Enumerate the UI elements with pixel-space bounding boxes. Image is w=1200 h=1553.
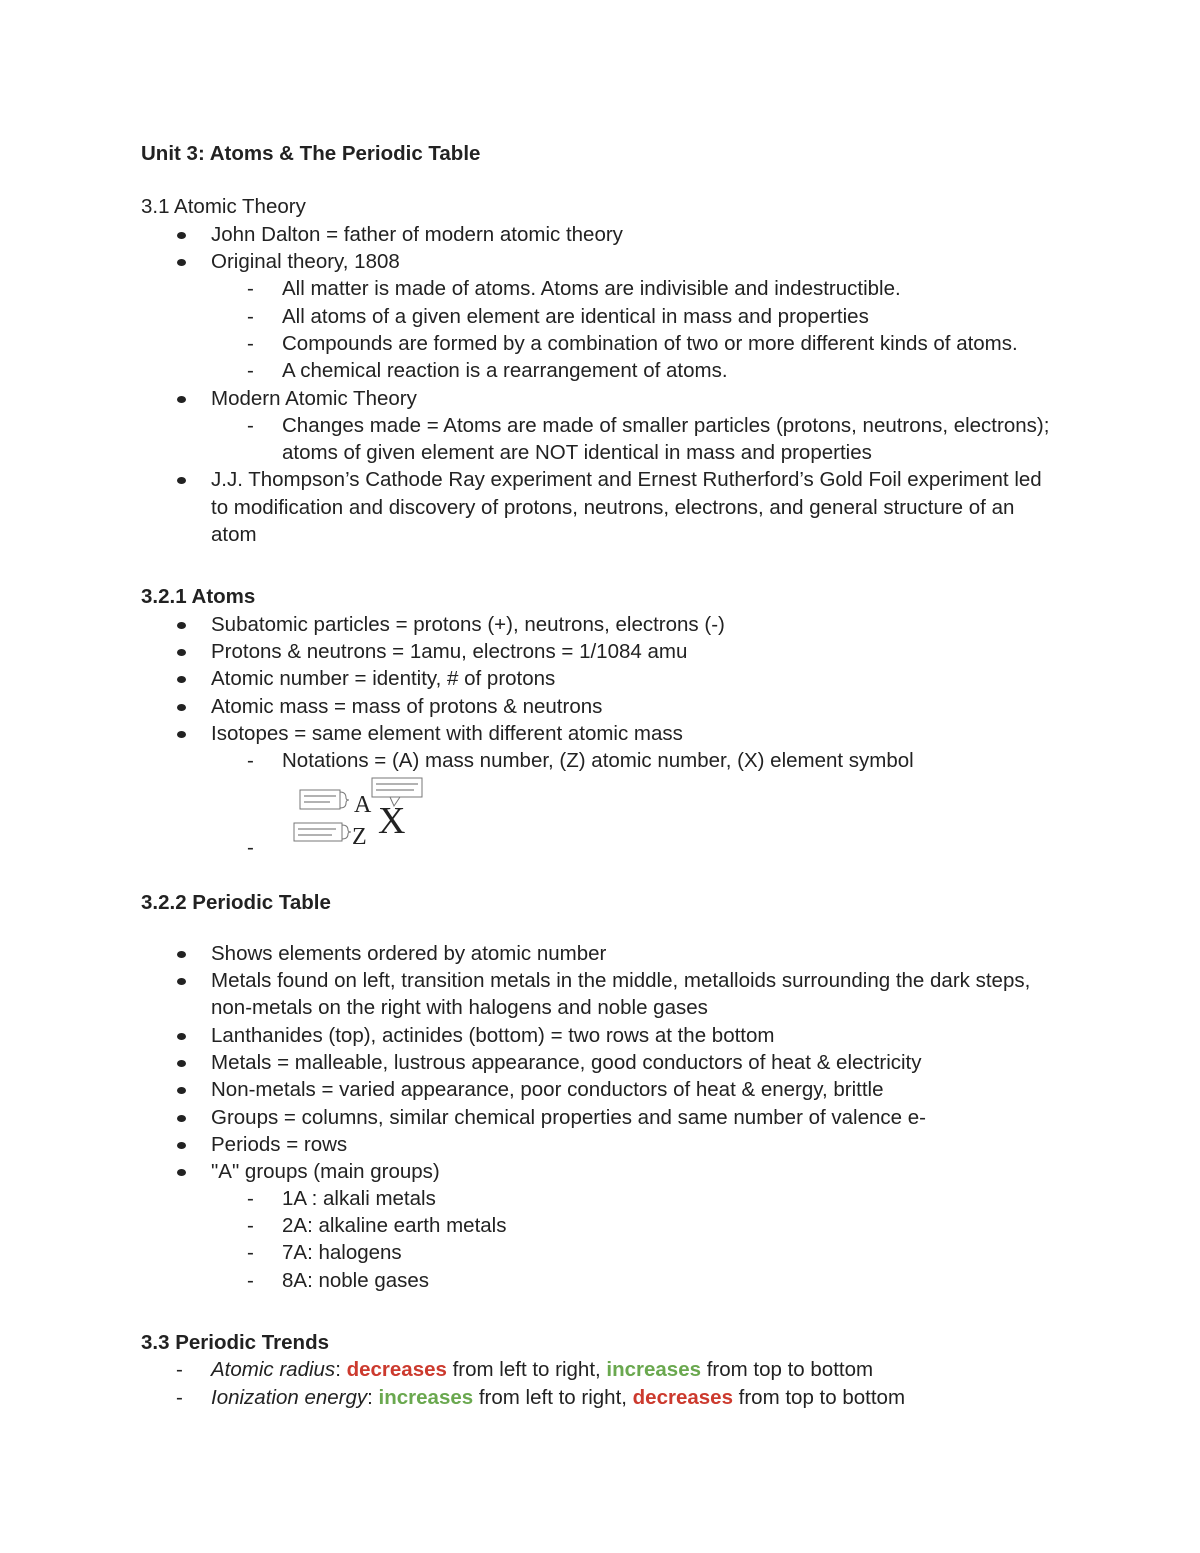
sub-list-item: All matter is made of atoms. Atoms are indivisible and indestructible. [282, 277, 901, 300]
list-item: Modern Atomic Theory [211, 387, 417, 410]
bullet [177, 951, 186, 958]
list-item: Shows elements ordered by atomic number [211, 942, 607, 965]
bullet [177, 1169, 186, 1176]
bullet [177, 676, 186, 683]
bullet [177, 232, 186, 239]
list-item: Atomic mass = mass of protons & neutrons [211, 695, 603, 718]
isotope-notation-figure [290, 776, 436, 852]
trend-increases: increases [606, 1358, 702, 1381]
list-item: Metals = malleable, lustrous appearance, good conductors of heat & electricity [211, 1051, 922, 1074]
bullet [177, 622, 186, 629]
list-item: Periods = rows [211, 1133, 348, 1156]
list-item-continued: to modification and discovery of protons, neutrons, electrons, and general structure of an [211, 496, 1015, 519]
dash-bullet: - [247, 1269, 254, 1292]
sub-list-item: Changes made = Atoms are made of smaller particles (protons, neutrons, electrons); [282, 414, 1050, 437]
trend-term: Ionization energy [211, 1386, 368, 1409]
section-heading-3-2-1: 3.2.1 Atoms [141, 585, 256, 608]
section-heading-3-3: 3.3 Periodic Trends [141, 1331, 329, 1354]
dash-bullet: - [247, 414, 254, 437]
dash-bullet: - [247, 305, 254, 328]
dash-bullet: - [247, 1187, 254, 1210]
list-item: Metals found on left, transition metals in the middle, metalloids surrounding the dark steps, [211, 969, 1031, 992]
sub-list-item: Compounds are formed by a combination of two or more different kinds of atoms. [282, 332, 1018, 355]
list-item: Groups = columns, similar chemical properties and same number of valence e- [211, 1106, 926, 1129]
bullet [177, 1087, 186, 1094]
list-item: "A" groups (main groups) [211, 1160, 440, 1183]
sub-list-item: 8A: noble gases [282, 1269, 430, 1292]
colon: : [367, 1386, 379, 1409]
page-title: Unit 3: Atoms & The Periodic Table [141, 142, 481, 165]
list-item: Protons & neutrons = 1amu, electrons = 1/1084 amu [211, 640, 688, 663]
dash-bullet: - [247, 749, 254, 772]
sub-list-item: Notations = (A) mass number, (Z) atomic number, (X) element symbol [282, 749, 914, 772]
atomic-number-symbol: Z [352, 824, 367, 850]
sub-list-item: 7A: halogens [282, 1241, 402, 1264]
sub-list-item: 2A: alkaline earth metals [282, 1214, 507, 1237]
bullet [177, 1142, 186, 1149]
dash-bullet: - [247, 359, 254, 382]
bullet [177, 1033, 186, 1040]
bullet [177, 704, 186, 711]
bullet [177, 1115, 186, 1122]
list-item-continued: non-metals on the right with halogens and noble gases [211, 996, 708, 1019]
trend-ionization-energy [211, 1385, 905, 1411]
sub-list-item: 1A : alkali metals [282, 1187, 436, 1210]
list-item: Subatomic particles = protons (+), neutrons, electrons (-) [211, 613, 725, 636]
dash-bullet: - [247, 277, 254, 300]
dash-bullet: - [247, 1214, 254, 1237]
bullet [177, 649, 186, 656]
bullet [177, 978, 186, 985]
dash-bullet: - [247, 836, 254, 859]
list-item: Original theory, 1808 [211, 250, 400, 273]
list-item: Non-metals = varied appearance, poor conductors of heat & energy, brittle [211, 1078, 884, 1101]
section-heading-3-1: 3.1 Atomic Theory [141, 195, 306, 218]
trend-increases: increases [378, 1386, 474, 1409]
section-heading-3-2-2: 3.2.2 Periodic Table [141, 891, 331, 914]
sub-list-item: All atoms of a given element are identical in mass and properties [282, 305, 869, 328]
dash-bullet: - [247, 1241, 254, 1264]
bullet [177, 477, 186, 484]
trend-atomic-radius [211, 1357, 873, 1383]
trend-decreases: decreases [632, 1386, 733, 1409]
bullet [177, 396, 186, 403]
dash-bullet: - [247, 332, 254, 355]
bullet [177, 1060, 186, 1067]
colon: : [335, 1358, 347, 1381]
trend-term: Atomic radius [211, 1358, 336, 1381]
bullet [177, 259, 186, 266]
dash-bullet: - [176, 1358, 183, 1381]
trend-text: from top to bottom [701, 1358, 874, 1381]
dash-bullet: - [176, 1386, 183, 1409]
trend-text: from top to bottom [732, 1386, 906, 1409]
list-item: John Dalton = father of modern atomic theory [211, 223, 623, 246]
list-item: J.J. Thompson’s Cathode Ray experiment and Ernest Rutherford’s Gold Foil experiment led [211, 468, 1042, 491]
list-item-continued: atom [211, 523, 257, 546]
bullet [177, 731, 186, 738]
trend-text: from left to right, [473, 1386, 633, 1409]
list-item: Isotopes = same element with different atomic mass [211, 722, 683, 745]
list-item: Atomic number = identity, # of protons [211, 667, 556, 690]
list-item: Lanthanides (top), actinides (bottom) = two rows at the bottom [211, 1024, 775, 1047]
trend-decreases: decreases [346, 1358, 447, 1381]
mass-number-symbol: A [354, 792, 372, 818]
sub-list-item: A chemical reaction is a rearrangement of atoms. [282, 359, 728, 382]
element-symbol: X [378, 800, 406, 842]
sub-list-item-continued: atoms of given element are NOT identical in mass and properties [282, 441, 872, 464]
trend-text: from left to right, [446, 1358, 607, 1381]
